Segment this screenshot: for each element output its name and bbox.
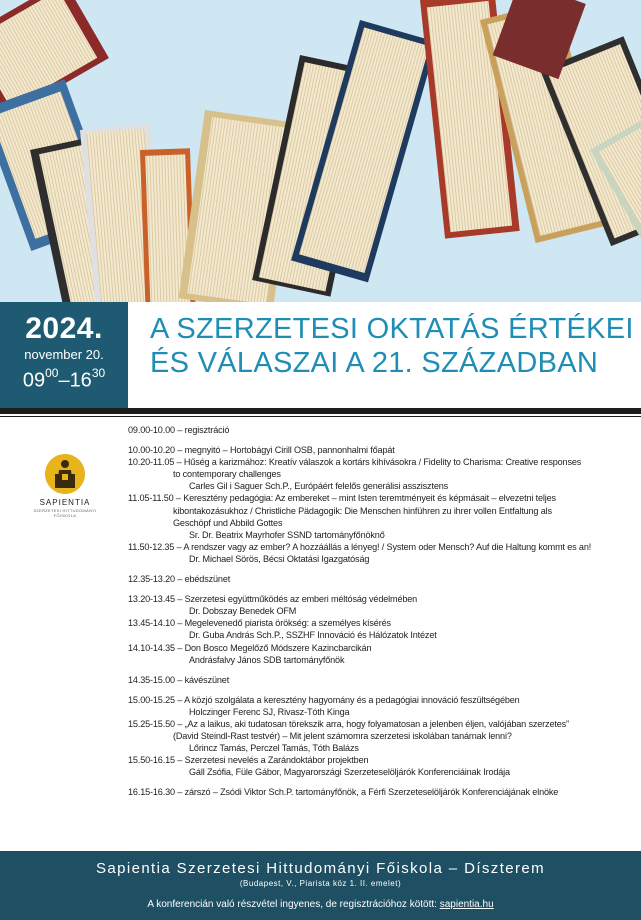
program-dash: – (174, 541, 184, 552)
program-item (128, 541, 640, 565)
program-speaker: Holczinger Ferenc SJ, Rivasz-Tóth Kinga (189, 706, 350, 717)
program-line-first (128, 694, 640, 706)
program-list (128, 424, 640, 799)
program-dash: – (174, 574, 185, 585)
program-time: 16.15-16.30 (128, 787, 175, 798)
program-line-cont (128, 730, 640, 742)
program-gap (128, 778, 640, 786)
sapientia-logo (30, 454, 100, 518)
sapientia-seal-icon (45, 454, 85, 494)
title-line-2: ÉS VÁLASZAI A 21. SZÁZADBAN (150, 347, 599, 379)
program-dash: – (174, 694, 185, 705)
venue-address: (Budapest, V., Piarista köz 1. II. emelet) (239, 879, 402, 888)
logo-name: SAPIENTIA (39, 498, 91, 507)
program-title: Szerzetesi nevelés a Zarándoktábor projektben (184, 755, 369, 766)
program-line-first (128, 674, 640, 686)
program-item (128, 424, 640, 436)
program-title: zárszó – Zsódi Viktor Sch.P. tartományfőnök, a Férfi Szerzeteselöljárók Konferenciájának elnöke (184, 787, 559, 798)
program-line-first (128, 541, 640, 553)
program-speaker: Dr. Michael Sörös, Bécsi Oktatási Igazgatóság (189, 553, 370, 564)
program-dash: – (174, 787, 185, 798)
program-dash: – (174, 457, 184, 468)
time-end: 16 (69, 369, 92, 392)
program-title: ebédszünet (184, 574, 231, 585)
program-title: A rendszer vagy az ember? A hozzáállás a lényeg! / System oder Mensch? Auf die Haltung kommt es an! (183, 541, 592, 552)
program-item (128, 642, 640, 666)
program-item (128, 456, 640, 492)
program-title: A közjó szolgálata a keresztény hagyomány és a pedagógiai innováció feszültségében (184, 694, 520, 705)
program-line-first (128, 617, 640, 629)
program-dash: – (174, 755, 185, 766)
program-gap (128, 666, 640, 674)
time-start-minutes: 00 (45, 366, 59, 380)
program-item (128, 444, 640, 456)
program-line-first (128, 492, 640, 504)
event-date: november 20. (24, 347, 104, 362)
program-dash: – (173, 493, 184, 504)
event-title (150, 312, 638, 380)
program-gap (128, 686, 640, 694)
time-end-minutes: 30 (91, 366, 106, 380)
program-line-cont (128, 505, 640, 517)
program-title-cont: kibontakozásukhoz / Christliche Pädagogik: Die Menschen hinführen zu ihrer vollen Entfaltung als (173, 505, 552, 516)
program-dash: – (174, 674, 185, 685)
program-line-first (128, 456, 640, 468)
program-item (128, 573, 640, 585)
registration-note (0, 899, 641, 910)
event-year: 2024. (25, 312, 103, 345)
program-dash: – (174, 718, 185, 729)
program-title: „Az a laikus, aki tudatosan törekszik arra, hogy folyamatosan a jelenben éljen, valójában szerzetes” (184, 718, 569, 729)
program-speaker: Gáll Zsófia, Füle Gábor, Magyarországi Szerzeteselöljárók Konferenciáinak Irodája (189, 767, 510, 778)
program-speaker: Dr. Guba András Sch.P., SSZHF Innováció és Hálózatok Intézet (189, 630, 437, 641)
time-dash: – (58, 369, 70, 392)
program-dash: – (174, 445, 185, 456)
time-start: 09 (22, 369, 46, 392)
program-title: kávészünet (184, 674, 230, 685)
divider-thin (0, 416, 641, 417)
program-title: Keresztény pedagógia: Az embereket – mint Isten teremtményeit és képmásait – elvezetni teljes (183, 493, 556, 504)
program-time: 13.45-14.10 (128, 618, 175, 629)
program-title-cont: (David Steindl-Rast testvér) – Mit jelent számomra szerzetesi iskolában tanárnak lenni? (173, 731, 512, 742)
program-gap (128, 565, 640, 573)
program-title: Hűség a karizmához: Kreatív válaszok a kortárs kihívásokra / Fidelity to Charisma: Creative responses (183, 457, 582, 468)
program-time: 11.50-12.35 (128, 541, 175, 552)
event-time (0, 368, 128, 393)
divider-thick (0, 408, 641, 414)
books-illustration (0, 0, 641, 302)
hero-books-photo (0, 0, 641, 302)
date-box (0, 302, 128, 408)
program-dash: – (174, 594, 185, 605)
footer (0, 851, 641, 920)
program-time: 10.20-11.05 (128, 457, 175, 468)
program-speaker: Dr. Dobszay Benedek OFM (189, 606, 297, 617)
venue: Sapientia Szerzetesi Hittudományi Főiskola – Díszterem (95, 860, 546, 877)
title-line-1: A SZERZETESI OKTATÁS ÉRTÉKEI (150, 313, 634, 345)
program-speaker: Sr. Dr. Beatrix Mayrhofer SSND tartományfőnöknő (189, 529, 385, 540)
program-dash: – (174, 425, 185, 435)
program-time: 15.00-15.25 (128, 694, 175, 705)
program-line-first (128, 593, 640, 605)
program-speaker: Lőrincz Tamás, Perczel Tamás, Tóth Balázs (189, 743, 359, 754)
program-time: 15.50-16.15 (128, 755, 175, 766)
registration-link[interactable]: sapientia.hu (439, 899, 494, 910)
program-item (128, 718, 640, 754)
program-gap (128, 436, 640, 444)
program-time: 12.35-13.20 (128, 574, 175, 585)
program-item (128, 754, 640, 778)
title-band (0, 302, 641, 408)
program-line-first (128, 424, 640, 436)
program-item (128, 617, 640, 641)
registration-text: A konferencián való részvétel ingyenes, de regisztrációhoz kötött: (147, 899, 437, 910)
program-time: 11.05-11.50 (128, 493, 174, 504)
program-time: 09.00-10.00 (128, 425, 175, 435)
program-line-cont (128, 517, 640, 529)
program-title-cont: Geschöpf und Abbild Gottes (173, 517, 283, 528)
program-title: Megelevenedő piarista örökség: a személyes kísérés (184, 618, 391, 629)
program-time: 13.20-13.45 (128, 594, 175, 605)
program-line-first (128, 786, 640, 798)
program-title: regisztráció (184, 425, 230, 435)
program-speaker: Carles Gil i Saguer Sch.P., Európáért felelős generálisi asszisztens (189, 481, 449, 492)
program-title: Szerzetesi együttműködés az emberi méltóság védelmében (184, 594, 418, 605)
program-line-cont (128, 468, 640, 480)
program-item (128, 674, 640, 686)
program-speaker: Andrásfalvy János SDB tartományfőnök (189, 654, 345, 665)
program-time: 10.00-10.20 (128, 445, 175, 456)
program-time: 14.10-14.35 (128, 642, 175, 653)
program-item (128, 593, 640, 617)
program-dash: – (174, 618, 185, 629)
program-item (128, 786, 640, 798)
program-title: Don Bosco Megelőző Módszere Kazincbarcikán (184, 642, 372, 653)
program-title-cont: to contemporary challenges (173, 469, 281, 480)
program-item (128, 492, 640, 540)
program-title: megnyitó – Hortobágyi Cirill OSB, pannonhalmi főapát (184, 445, 395, 456)
program-gap (128, 585, 640, 593)
program-line-first (128, 718, 640, 730)
program-line-first (128, 444, 640, 456)
program-line-first (128, 642, 640, 654)
program-line-first (128, 573, 640, 585)
program-item (128, 694, 640, 718)
program-dash: – (174, 642, 185, 653)
logo-subtitle: SZERZETESI HITTUDOMÁNYI FŐISKOLA (33, 508, 97, 518)
program-line-first (128, 754, 640, 766)
program-time: 15.25-15.50 (128, 718, 175, 729)
program-time: 14.35-15.00 (128, 674, 175, 685)
